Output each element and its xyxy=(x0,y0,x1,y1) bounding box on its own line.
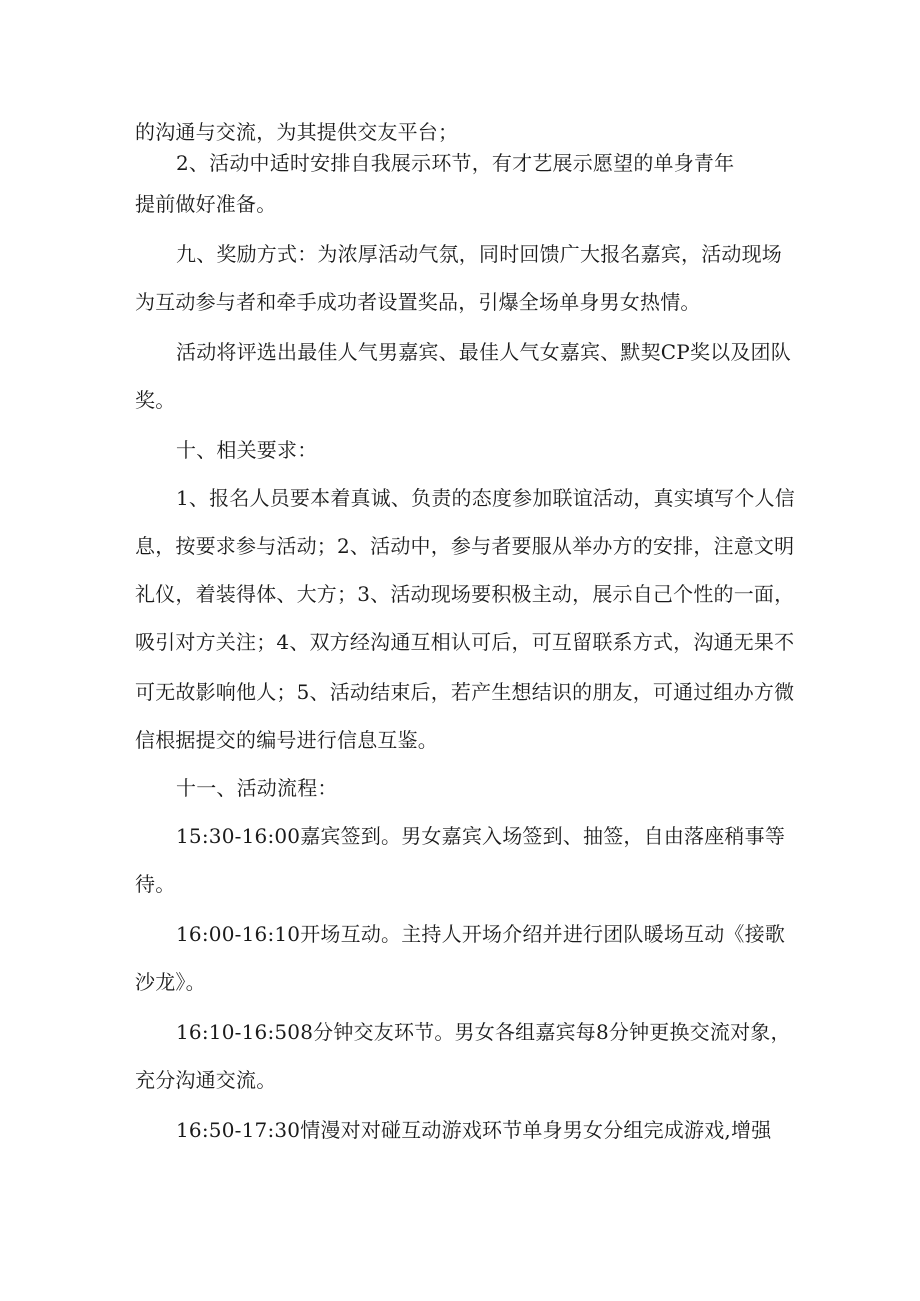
paragraph-line: 可无故影响他人；5、活动结束后，若产生想结识的朋友，可通过组办方微 xyxy=(135,680,795,704)
schedule-item: 16:10-16:508分钟交友环节。男女各组嘉宾每8分钟更换交流对象， xyxy=(176,1020,791,1044)
paragraph-line: 2、活动中适时安排自我展示环节，有才艺展示愿望的单身青年 xyxy=(176,151,735,175)
paragraph-line: 沙龙》。 xyxy=(135,970,206,994)
paragraph-line: 1、报名人员要本着真诚、负责的态度参加联谊活动，真实填写个人信 xyxy=(176,486,795,510)
paragraph-line: 活动将评选出最佳人气男嘉宾、最佳人气女嘉宾、默契CP奖以及团队 xyxy=(176,340,791,364)
paragraph-line: 提前做好准备。 xyxy=(135,192,277,216)
section-heading-11: 十一、活动流程： xyxy=(176,776,338,800)
paragraph-line: 礼仪，着装得体、大方；3、活动现场要积极主动，展示自己个性的一面， xyxy=(135,582,795,606)
paragraph-line: 待。 xyxy=(135,872,176,896)
schedule-item: 16:50-17:30情漫对对碰互动游戏环节单身男女分组完成游戏,增强 xyxy=(176,1118,772,1142)
paragraph-line: 充分沟通交流。 xyxy=(135,1068,277,1092)
paragraph-line: 的沟通与交流，为其提供交友平台； xyxy=(135,120,459,144)
schedule-item: 15:30-16:00嘉宾签到。男女嘉宾入场签到、抽签，自由落座稍事等 xyxy=(176,824,786,848)
paragraph-line: 奖。 xyxy=(135,388,176,412)
paragraph-line: 信根据提交的编号进行信息互鉴。 xyxy=(135,728,438,752)
schedule-item: 16:00-16:10开场互动。主持人开场介绍并进行团队暖场互动《接歌 xyxy=(176,922,786,946)
paragraph-line: 息，按要求参与活动；2、活动中，参与者要服从举办方的安排，注意文明 xyxy=(135,534,795,558)
paragraph-line: 吸引对方关注；4、双方经沟通互相认可后，可互留联系方式，沟通无果不 xyxy=(135,630,795,654)
section-heading-10: 十、相关要求： xyxy=(176,438,318,462)
section-heading-9: 九、奖励方式：为浓厚活动气氛，同时回馈广大报名嘉宾，活动现场 xyxy=(176,242,782,266)
paragraph-line: 为互动参与者和牵手成功者设置奖品，引爆全场单身男女热情。 xyxy=(135,290,701,314)
